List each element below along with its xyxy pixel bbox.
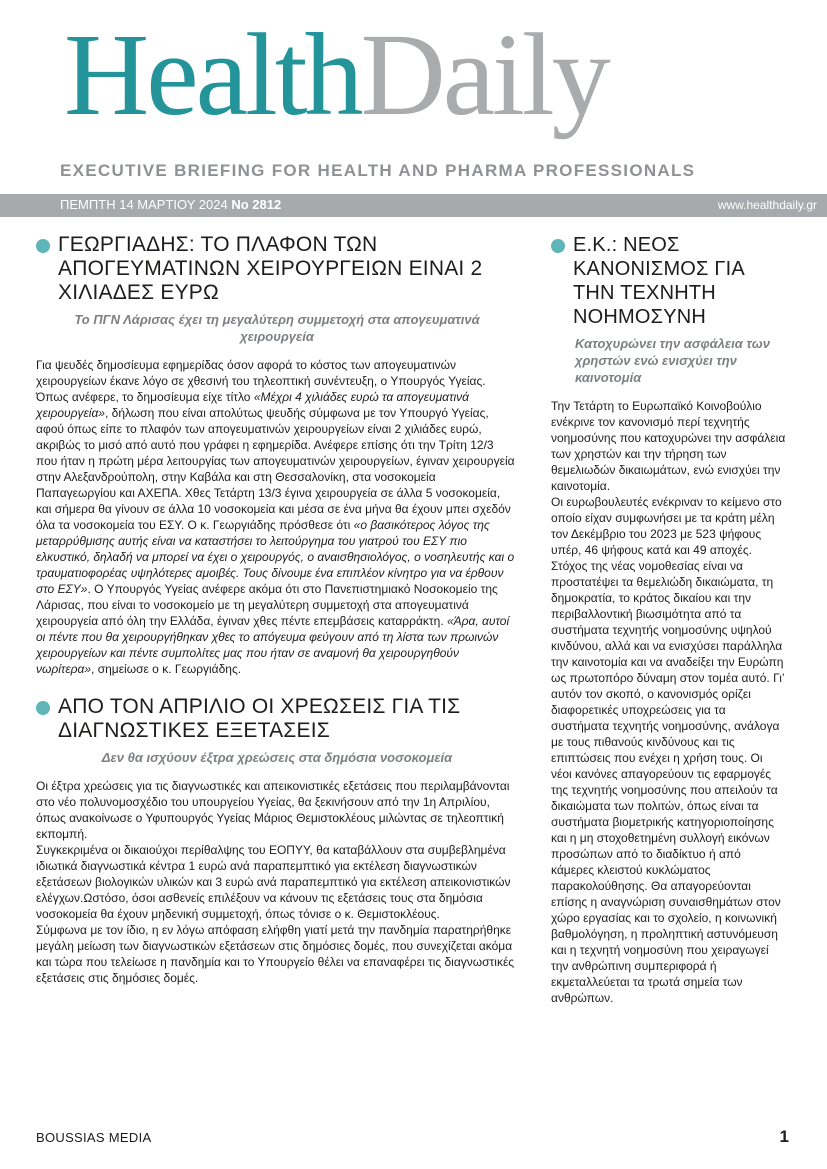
- article-headline: [36, 695, 518, 743]
- headline-text: ΓΕΩΡΓΙΑΔΗΣ: ΤΟ ΠΛΑΦΟΝ ΤΩΝ ΑΠΟΓΕΥΜΑΤΙΝΩΝ ΧΕΙΡΟΥΡΓΕΙΩΝ ΕΙΝΑΙ 2 ΧΙΛΙΑΔΕΣ ΕΥΡΩ: [58, 233, 483, 304]
- tagline: EXECUTIVE BRIEFING FOR HEALTH AND PHARMA PROFESSIONALS: [60, 161, 696, 180]
- article-headline: [36, 233, 518, 305]
- quote-text: «Άρα, αυτοί οι πέντε που θα χειρουργήθηκαν χθες το απόγευμα φεύγουν από τη λίστα των πρωινών χειρουργείων και πέντε συμπολίτες μας που ήταν σε αναμονή θα χειρουργηθούν νωρίτερα»: [36, 614, 510, 676]
- bullet-icon: [36, 239, 50, 253]
- quote-text: «ο βασικότερος λόγος της μεταρρύθμισης αυτής είναι να καταστήσει το λειτούργημα του γιατρού του ΕΣΥ πιο ελκυστικό, δηλαδή να μπορεί να έχει ο χειρουργός, ο αναισθησιολόγος, ο νοσηλευτής και ο τραυματιοφορέας υψηλότερες αμοιβές. Τους δίνουμε ένα επιπλέον κίνητρο για να έρθουν στο ΕΣΥ»: [36, 518, 515, 596]
- masthead: [0, 0, 827, 192]
- article-subhead: Το ΠΓΝ Λάρισας έχει τη μεγαλύτερη συμμετοχή στα απογευματινά χειρουργεία: [74, 312, 480, 344]
- article-paragraph: Την Τετάρτη το Ευρωπαϊκό Κοινοβούλιο ενέκρινε τον κανονισμό περί τεχνητής νοημοσύνης που κατοχυρώνει την ασφάλεια των χρηστών και την τήρηση των θεμελιωδών δικαιωμάτων, ενώ ενισχύει την καινοτομία.: [551, 399, 786, 493]
- article-subhead: Δεν θα ισχύουν έξτρα χρεώσεις στα δημόσια νοσοκομεία: [101, 750, 453, 765]
- issue-date: [60, 197, 281, 212]
- publisher-footer: BOUSSIAS MEDIA: [36, 1130, 152, 1145]
- left-column: [36, 233, 518, 986]
- logo[interactable]: [64, 9, 608, 140]
- headline-text: ΑΠΟ ΤΟΝ ΑΠΡΙΛΙΟ ΟΙ ΧΡΕΩΣΕΙΣ ΓΙΑ ΤΙΣ ΔΙΑΓΝΩΣΤΙΚΕΣ ΕΞΕΤΑΣΕΙΣ: [58, 695, 461, 742]
- article-paragraph: Οι ευρωβουλευτές ενέκριναν το κείμενο στο οποίο είχαν συμφωνήσει με τα κράτη μέλη τον Δεκέμβριο του 2023 με 523 ψήφους υπέρ, 46 ψήφους κατά και 49 αποχές. Στόχος της νέας νομοθεσίας είναι να προστατέψει τα θεμελιώδη δικαιώματα, τη δημοκρατία, το κράτος δικαίου και την περιβαλλοντική βιωσιμότητα από τα συστήματα τεχνητής νοημοσύνης υψηλού κινδύνου, αλλά και να ενισχύσει παράλληλα την καινοτομία και να αναδείξει την Ευρώπη ως πρωτοπόρο δύναμη στον τομέα αυτό. Γι’ αυτόν τον σκοπό, ο κανονισμός ορίζει διαφορετικές υποχρεώσεις για τα συστήματα τεχνητής νοημοσύνης, ανάλογα με τους πιθανούς κινδύνους και τις επιπτώσεις που ενέχει η χρήση τους. Οι νέοι κανόνες απαγορεύουν τις εφαρμογές της τεχνητής νοημοσύνης που απειλούν τα δικαιώματα των πολιτών, όπως είναι τα συστήματα βιομετρικής κατηγοριοποίησης και η μη στοχοθετημένη συλλογή εικόνων προσώπων από το διαδίκτυο ή από κάμερες κλειστού κυκλώματος παρακολούθησης. Θα απαγορεύονται επίσης η αναγνώριση συναισθημάτων στον χώρο εργασίας και το σχολείο, η κοινωνική βαθμολόγηση, η προληπτική αστυνόμευση και η τεχνητή νοημοσύνη που χειραγωγεί την ανθρώπινη συμπεριφορά ή εκμεταλλεύεται τα τρωτά σημεία των ανθρώπων.: [551, 495, 785, 1005]
- website-link[interactable]: www.healthdaily.gr: [717, 198, 817, 212]
- body-text: , σημείωσε ο κ. Γεωργιάδης.: [91, 662, 242, 676]
- dateline-bar: [0, 194, 827, 217]
- body-text: Για ψευδές δημοσίευμα εφημερίδας όσον αφορά το κόστος των απογευματινών χειρουργείων έκανε λόγο σε χθεσινή του τηλεοπτική συνέντευξη, ο Υπουργός Υγείας. Όπως ανέφερε, το δημοσίευμα είχε τίτλο: [36, 358, 486, 404]
- headline-text: Ε.Κ.: ΝΕΟΣ ΚΑΝΟΝΙΣΜΟΣ ΓΙΑ ΤΗΝ ΤΕΧΝΗΤΗ ΝΟΗΜΟΣΥΝΗ: [573, 234, 744, 328]
- article-ai-regulation: [551, 233, 786, 1006]
- page-number: 1: [779, 1127, 789, 1146]
- article-paragraph: Σύμφωνα με τον ίδιο, η εν λόγω απόφαση ελήφθη γιατί μετά την πανδημία παρατηρήθηκε μεγάλη μείωση των διαγνωστικών εξετάσεων στις δημόσιες δομές, που συνεχίζεται ακόμα και τώρα που τελείωσε η πανδημία και το Υπουργείο θέλει να επαναφέρει τις διαγνωστικές εξετάσεις στις δημόσιες δομές.: [36, 923, 515, 985]
- article-body: [36, 357, 518, 677]
- date-text: ΠΕΜΠΤΗ 14 ΜΑΡΤΙΟΥ 2024: [60, 197, 228, 212]
- bullet-icon: [551, 239, 565, 253]
- article-georgiadis: [36, 233, 518, 677]
- logo-word-health: Health: [64, 9, 361, 140]
- body-text: , δήλωση που είναι απολύτως ψευδής σύμφωνα με τον Υπουργό Υγείας, αφού όπως είπε το πλαφόν των απογευματινών χειρουργείων είναι 2 χιλιάδες ευρώ, ακριβώς το μισό από αυτό που γράφει η εφημερίδα. Ανέφερε επίσης ότι την Τρίτη 12/3 που ήταν η πρώτη μέρα λειτουργίας των απογευματινών χειρουργείων, έγιναν χειρουργεία στην Αλεξανδρούπολη, στην Καβάλα και στη Θεσσαλονίκη, στα νοσοκομεία Παπαγεωργίου και ΑΧΕΠΑ. Χθες Τετάρτη 13/3 έγινα χειρουργεία σε άλλα 5 νοσοκομεία, και σήμερα θα γίνουν σε άλλα 10 νοσοκομεία και μέσα σε ένα μήνα θα έχουν μπει σχεδόν όλα τα νοσοκομεία του ΕΣΥ. Ο κ. Γεωργιάδης πρόσθεσε ότι: [36, 406, 515, 532]
- quote-text: «Μέχρι 4 χιλιάδες ευρώ τα απογευματινά χειρουργεία»: [36, 390, 469, 420]
- article-headline: [551, 233, 786, 329]
- bullet-icon: [36, 701, 50, 715]
- body-text: . Ο Υπουργός Υγείας ανέφερε ακόμα ότι στο Πανεπιστημιακό Νοσοκομείο της Λάρισας, που είναι το νοσοκομείο με τη μεγαλύτερη συμμετοχή στα απογευματινά χειρουργεία από όλη την Ελλάδα, έγιναν χθες πέντε επεμβάσεις καταρράκτη.: [36, 582, 498, 628]
- article-diagnostic-charges: [36, 695, 518, 986]
- article-paragraph: Οι έξτρα χρεώσεις για τις διαγνωστικές και απεικονιστικές εξετάσεις που περιλαμβάνονται στο νέο πολυνομοσχέδιο του υπουργείου Υγείας, θα ξεκινήσουν από την 1η Απριλίου, όπως ανακοίνωσε ο Υφυπουργός Υγείας Μάριος Θεμιστοκλέους μιλώντας σε τηλεοπτική εκπομπή.: [36, 779, 510, 841]
- issue-number: No 2812: [231, 197, 282, 212]
- logo-word-daily: Daily: [360, 9, 608, 140]
- article-paragraph: Συγκεκριμένα οι δικαιούχοι περίθαλψης του ΕΟΠΥΥ, θα καταβάλλουν στα συμβεβλημένα ιδιωτικά διαγνωστικά κέντρα 1 ευρώ ανά παραπεμπτικό για εκτέλεση διαγνωστικών εξετάσεων βιολογικών υλικών και 3 ευρώ ανά παραπεμπτικό για εκτέλεση απεικονιστικών ελέγχων.Ωστόσο, όσοι ασθενείς επιλέξουν να κάνουν τις εξετάσεις τους στα δημόσια νοσοκομεία θα έχουν μηδενική συμμετοχή, όπως τόνισε ο κ. Θεμιστοκλέους.: [36, 843, 511, 921]
- article-subhead: Κατοχυρώνει την ασφάλεια των χρηστών ενώ ενισχύει την καινοτομία: [575, 336, 770, 385]
- right-column: [551, 233, 786, 1006]
